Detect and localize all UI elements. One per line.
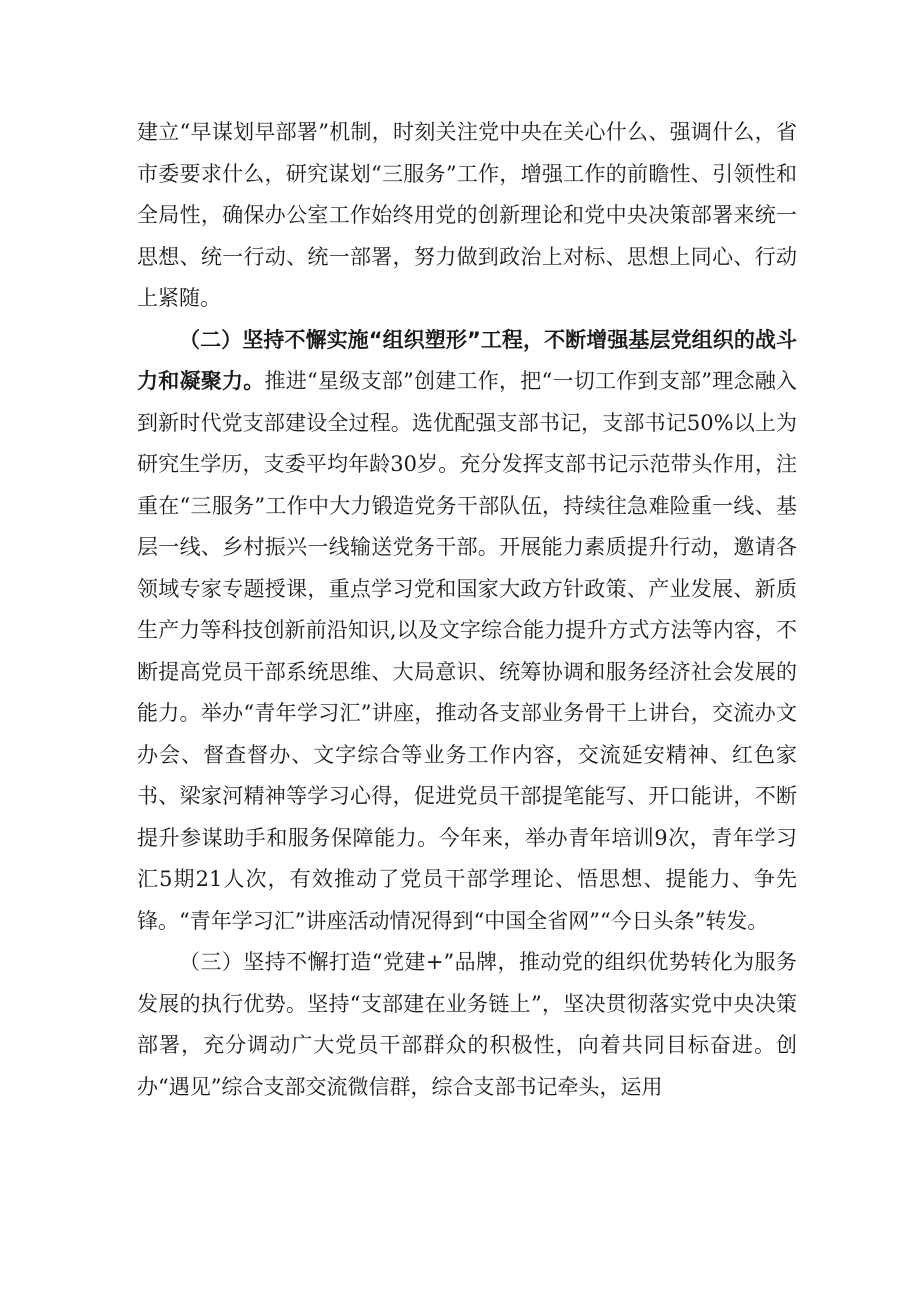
paragraph-section-three: （三）坚持不懈打造“党建+”品牌，推动党的组织优势转化为服务发展的执行优势。坚持“支部建在业务链上”，坚决贯彻落实党中央决策部署，充分调动广大党员干部群众的积极性，向着共同目标奋进。创办“遇见”综合支部交流微信群，综合支部书记牵头，运用 [137, 950, 797, 1099]
section-two-heading: （二）坚持不懈实施“组织塑形”工程，不断增强基层党组织的战斗力和凝聚力。 [137, 327, 797, 393]
paragraph-continuation: 建立“早谋划早部署”机制，时刻关注党中央在关心什么、强调什么，省市委要求什么，研究谋划“三服务”工作，增强工作的前瞻性、引领性和全局性，确保办公室工作始终用党的创新理论和党中央决策部署来统一思想、统一行动、统一部署，努力做到政治上对标、思想上同心、行动上紧随。 [137, 120, 797, 310]
section-two-body: 推进“星级支部”创建工作，把“一切工作到支部”理念融入到新时代党支部建设全过程。选优配强支部书记，支部书记50%以上为研究生学历，支委平均年龄30岁。充分发挥支部书记示范带头作用，注重在“三服务”工作中大力锻造党务干部队伍，持续往急难险重一线、基层一线、乡村振兴一线输送党务干部。开展能力素质提升行动，邀请各领域专家专题授课，重点学习党和国家大政方针政策、产业发展、新质生产力等科技创新前沿知识,以及文字综合能力提升方式方法等内容，不断提高党员干部系统思维、大局意识、统筹协调和服务经济社会发展的能力。举办“青年学习汇”讲座，推动各支部业务骨干上讲台，交流办文办会、督查督办、文字综合等业务工作内容，交流延安精神、红色家书、梁家河精神等学习心得，促进党员干部提笔能写、开口能讲，不断提升参谋助手和服务保障能力。今年来，举办青年培训9次，青年学习汇5期21人次，有效推动了党员干部学理论、悟思想、提能力、争先锋。“青年学习汇”讲座活动情况得到“中国全省网”“今日头条”转发。 [137, 369, 797, 933]
document-body [137, 112, 797, 1108]
paragraph-section-two [137, 320, 797, 943]
